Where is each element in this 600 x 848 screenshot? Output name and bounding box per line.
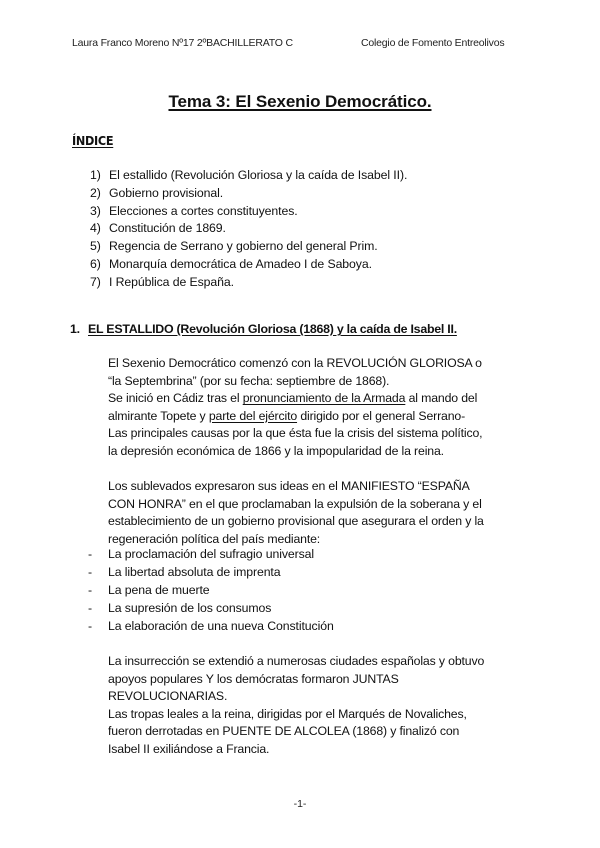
text-line: establecimiento de un gobierno provisional que asegurara el orden y la (108, 514, 484, 529)
index-item-text: I República de España. (109, 274, 234, 289)
text-line: REVOLUCIONARIAS. (108, 689, 228, 704)
list-item-text: La elaboración de una nueva Constitución (108, 618, 334, 633)
dash-bullet-icon: - (88, 582, 92, 597)
index-item (90, 256, 407, 274)
index-item-text: Elecciones a cortes constituyentes. (109, 203, 298, 218)
list-item (88, 600, 334, 618)
text-line: Las tropas leales a la reina, dirigidas por el Marqués de Novaliches, (108, 706, 467, 721)
text-span: dirigido por el general Serrano- (297, 408, 466, 423)
section-number: 1. (70, 322, 80, 336)
list-item-text: La proclamación del sufragio universal (108, 547, 315, 561)
dash-bullet-icon: - (88, 618, 92, 633)
text-span: almirante Topete y (108, 408, 209, 423)
index-item-number: 1) (90, 168, 101, 182)
header-author: Laura Franco Moreno Nº17 2ºBACHILLERATO C (72, 37, 293, 49)
text-span: Se inició en Cádiz tras el (108, 391, 243, 406)
text-line: Las principales causas por la que ésta fue la crisis del sistema político, (108, 426, 483, 441)
index-item-text: Monarquía democrática de Amadeo I de Saboya. (109, 256, 372, 271)
text-line: El Sexenio Democrático comenzó con la REVOLUCIÓN GLORIOSA o (108, 356, 482, 370)
text-line: fueron derrotadas en PUENTE DE ALCOLEA (1868) y finalizó con (108, 724, 460, 739)
text-line: apoyos populares Y los demócratas formaron JUNTAS (108, 671, 399, 686)
index-item-number: 5) (90, 239, 101, 254)
index-item (90, 238, 407, 256)
index-list (90, 167, 407, 292)
text-line: la depresión económica de 1866 y la impopularidad de la reina. (108, 443, 444, 458)
text-line: Los sublevados expresaron sus ideas en el MANIFIESTO “ESPAÑA (108, 479, 470, 493)
index-item (90, 167, 407, 185)
section-1-heading (70, 322, 457, 336)
index-item-number: 3) (90, 203, 101, 218)
index-item-number: 6) (90, 256, 101, 271)
index-item-number: 2) (90, 185, 101, 200)
paragraph-insurrection (108, 653, 548, 759)
dash-bullet-icon: - (88, 564, 92, 579)
section-title: EL ESTALLIDO (Revolución Gloriosa (1868) y la caída de Isabel II. (88, 322, 457, 336)
paragraph-intro (108, 355, 548, 461)
list-item-text: La pena de muerte (108, 582, 210, 597)
dash-bullet-icon: - (88, 547, 92, 561)
page-title: Tema 3: El Sexenio Democrático. (168, 92, 432, 111)
index-item-text: Regencia de Serrano y gobierno del general Prim. (109, 239, 378, 254)
index-item-number: 4) (90, 221, 101, 236)
text-line: regeneración política del país mediante: (108, 531, 321, 546)
list-item (88, 582, 334, 600)
underlined-term: parte del ejército (208, 408, 298, 423)
list-item (88, 546, 334, 564)
header-school: Colegio de Fomento Entreolivos (361, 37, 505, 49)
underlined-term: pronunciamiento de la Armada (242, 391, 406, 406)
index-item-text: El estallido (Revolución Gloriosa y la caída de Isabel II). (109, 168, 408, 182)
text-line: La insurrección se extendió a numerosas ciudades españolas y obtuvo (108, 654, 485, 668)
dash-bullet-icon: - (88, 600, 92, 615)
index-item (90, 274, 407, 292)
text-span: al mando del (405, 391, 478, 406)
list-item (88, 564, 334, 582)
text-line: Isabel II exiliándose a Francia. (108, 741, 270, 756)
text-line (108, 390, 548, 408)
index-item (90, 220, 407, 238)
index-item-number: 7) (90, 274, 101, 289)
list-item (88, 618, 334, 636)
page-number: -1- (293, 798, 307, 810)
index-heading: ÍNDICE (72, 133, 114, 148)
index-item (90, 203, 407, 221)
text-line: “la Septembrina” (por su fecha: septiembre de 1868). (108, 373, 390, 388)
index-item (90, 185, 407, 203)
index-item-text: Constitución de 1869. (109, 221, 226, 236)
index-item-text: Gobierno provisional. (109, 185, 224, 200)
demands-list (88, 546, 334, 635)
text-line: CON HONRA” en el que proclamaban la expulsión de la soberana y el (108, 496, 482, 511)
paragraph-manifesto (108, 478, 548, 548)
list-item-text: La supresión de los consumos (108, 600, 272, 615)
list-item-text: La libertad absoluta de imprenta (108, 564, 281, 579)
text-line (108, 408, 548, 426)
